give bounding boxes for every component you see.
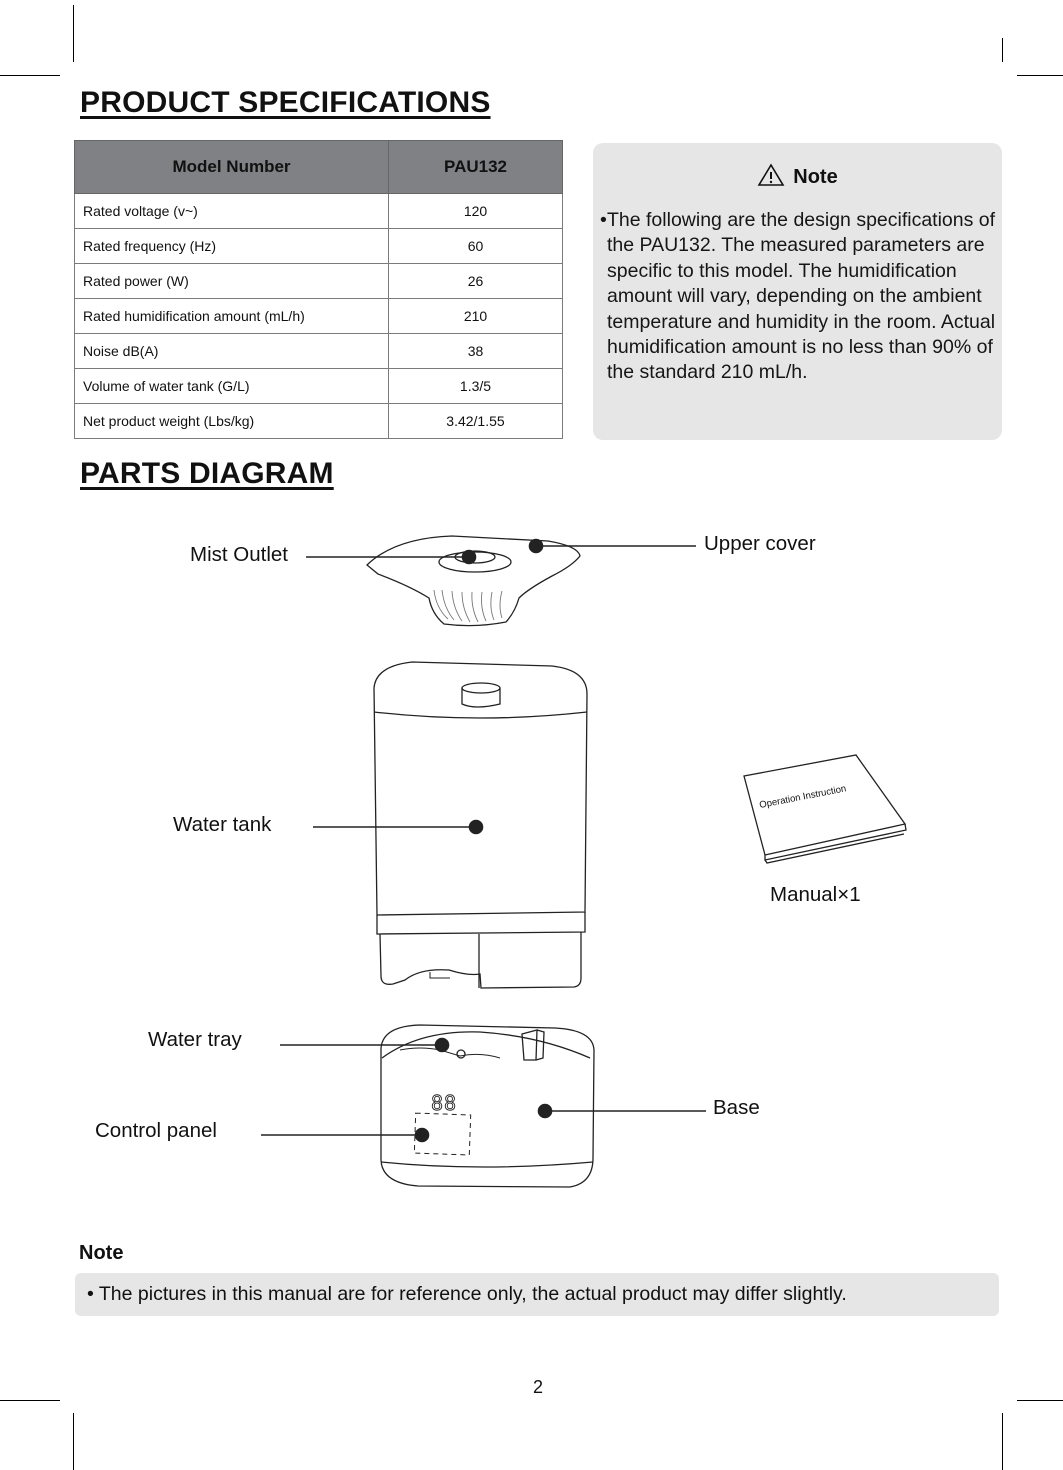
label-mist-outlet: Mist Outlet (190, 543, 288, 566)
label-water-tank: Water tank (173, 813, 272, 836)
header-model-value: PAU132 (389, 141, 563, 194)
spec-label: Volume of water tank (G/L) (75, 369, 389, 404)
bottom-note-title: Note (79, 1242, 124, 1264)
spec-value: 210 (389, 299, 563, 334)
callout-dot (436, 1039, 449, 1052)
callout-dot (416, 1129, 429, 1142)
spec-label: Rated humidification amount (mL/h) (75, 299, 389, 334)
label-manual: Manual×1 (770, 883, 861, 906)
product-specifications-heading: PRODUCT SPECIFICATIONS (80, 86, 491, 119)
spec-value: 1.3/5 (389, 369, 563, 404)
bottom-note-text: • The pictures in this manual are for reference only, the actual product may differ slightly. (87, 1283, 847, 1305)
note-text: The following are the design specifications of the PAU132. The measured parameters are specific to this model. The humidification amount will vary, depending on the ambient temperature and humidity in the room. Actual humidification amount is no less than 90% of the standard 210 mL/h. (607, 209, 996, 384)
spec-label: Rated voltage (v~) (75, 194, 389, 229)
page-number: 2 (532, 1377, 543, 1397)
spec-label: Net product weight (Lbs/kg) (75, 404, 389, 439)
spec-value: 26 (389, 264, 563, 299)
spec-value: 3.42/1.55 (389, 404, 563, 439)
spec-value: 120 (389, 194, 563, 229)
bottom-note-box (75, 1273, 999, 1316)
parts-diagram-heading: PARTS DIAGRAM (80, 457, 334, 490)
spec-value: 38 (389, 334, 563, 369)
control-panel-display: 88 (431, 1091, 458, 1115)
label-control-panel: Control panel (95, 1119, 217, 1142)
spec-label: Rated frequency (Hz) (75, 229, 389, 264)
base-illustration (381, 1025, 594, 1187)
manual-cover-text: Operation Instruction (758, 783, 848, 811)
spec-label: Noise dB(A) (75, 334, 389, 369)
upper-cover-illustration (367, 536, 580, 626)
label-upper-cover: Upper cover (704, 532, 816, 555)
label-base: Base (713, 1096, 760, 1119)
callout-dot (463, 551, 476, 564)
note-title: Note (793, 166, 838, 188)
spec-label: Rated power (W) (75, 264, 389, 299)
callout-dot (530, 540, 543, 553)
label-water-tray: Water tray (148, 1028, 242, 1051)
callout-dot (470, 821, 483, 834)
header-model-number: Model Number (75, 141, 389, 194)
callout-dot (539, 1105, 552, 1118)
note-bullet: • (600, 209, 607, 231)
spec-value: 60 (389, 229, 563, 264)
